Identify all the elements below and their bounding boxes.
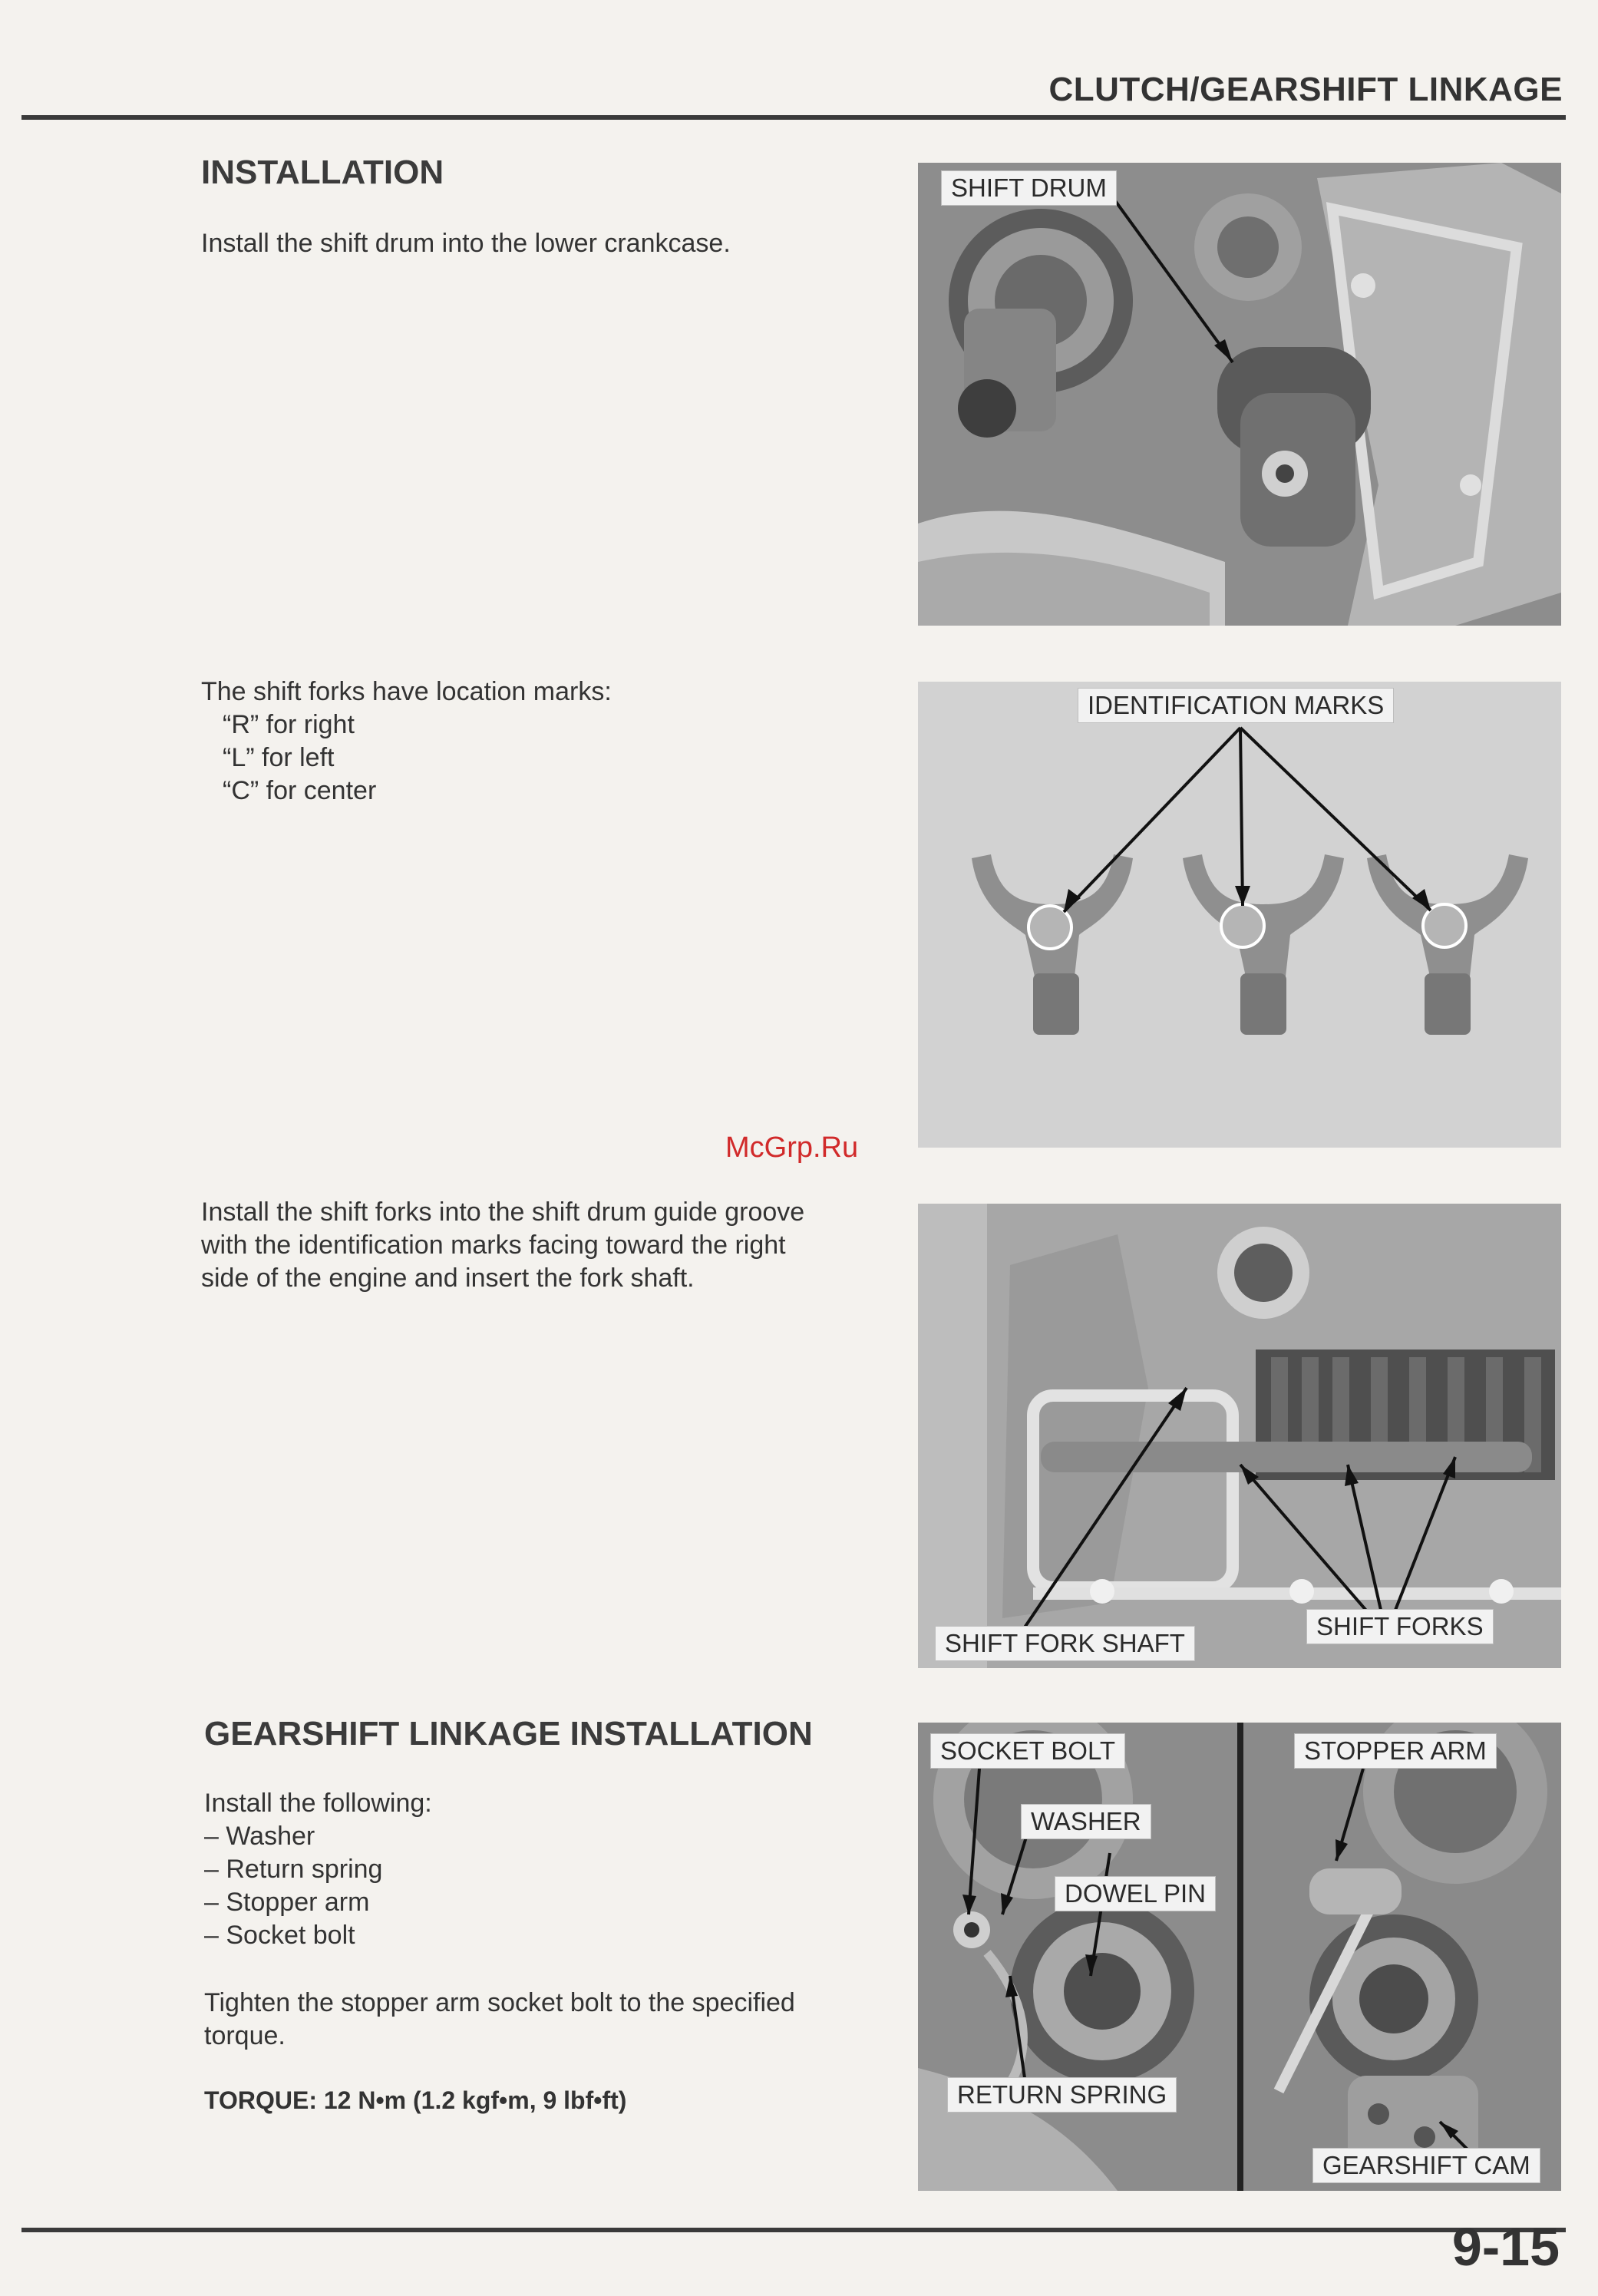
tighten-instruction xyxy=(204,1987,795,2053)
figure-shift-forks xyxy=(918,1204,1561,1668)
text-line: torque. xyxy=(204,2021,286,2050)
label-socket-bolt: SOCKET BOLT xyxy=(930,1733,1125,1769)
shift-forks-photo xyxy=(918,682,1561,1148)
text-line: “R” for right xyxy=(223,710,355,739)
figure-shift-drum xyxy=(918,163,1561,626)
list-item: – Washer xyxy=(204,1822,315,1851)
shift-drum-photo xyxy=(918,163,1561,626)
step-location-marks xyxy=(201,676,612,808)
section-title: CLUTCH/GEARSHIFT LINKAGE xyxy=(1048,71,1563,108)
list-item: – Socket bolt xyxy=(204,1921,355,1950)
shift-forks-installed-photo xyxy=(918,1204,1561,1668)
figure-identification-marks xyxy=(918,682,1561,1148)
text-line: side of the engine and insert the fork shaft. xyxy=(201,1264,695,1293)
header-rule xyxy=(21,115,1566,120)
text-line: Install the shift forks into the shift drum guide groove xyxy=(201,1198,805,1227)
watermark: McGrp.Ru xyxy=(725,1131,859,1164)
label-shift-forks: SHIFT FORKS xyxy=(1306,1609,1494,1644)
label-return-spring: RETURN SPRING xyxy=(947,2077,1177,2113)
list-item: – Return spring xyxy=(204,1855,383,1884)
gearshift-heading: GEARSHIFT LINKAGE INSTALLATION xyxy=(204,1715,813,1753)
torque-spec: TORQUE: 12 N•m (1.2 kgf•m, 9 lbf•ft) xyxy=(204,2086,627,2114)
label-dowel-pin: DOWEL PIN xyxy=(1055,1876,1216,1911)
text-line: Tighten the stopper arm socket bolt to the specified xyxy=(204,1988,795,2017)
label-shift-drum: SHIFT DRUM xyxy=(941,170,1117,206)
label-gearshift-cam: GEARSHIFT CAM xyxy=(1312,2148,1540,2183)
installation-heading: INSTALLATION xyxy=(201,154,444,191)
text-line: “C” for center xyxy=(223,776,377,805)
list-item: – Stopper arm xyxy=(204,1888,370,1917)
text-line: The shift forks have location marks: xyxy=(201,677,612,706)
step-install-forks xyxy=(201,1196,804,1295)
label-stopper-arm: STOPPER ARM xyxy=(1294,1733,1497,1769)
label-washer: WASHER xyxy=(1021,1804,1151,1839)
gearshift-list xyxy=(204,1787,432,1952)
step-install-drum: Install the shift drum into the lower crankcase. xyxy=(201,229,731,258)
text-line: with the identification marks facing toward the right xyxy=(201,1231,786,1260)
text-line: Install the following: xyxy=(204,1789,432,1818)
label-identification-marks: IDENTIFICATION MARKS xyxy=(1078,688,1394,723)
text-line: “L” for left xyxy=(223,743,335,772)
page-number: 9-15 xyxy=(1451,2217,1560,2277)
label-shift-fork-shaft: SHIFT FORK SHAFT xyxy=(935,1626,1195,1661)
gearshift-linkage-photo xyxy=(918,1723,1561,2191)
footer-rule xyxy=(21,2228,1566,2232)
figure-gearshift-linkage xyxy=(918,1723,1561,2191)
